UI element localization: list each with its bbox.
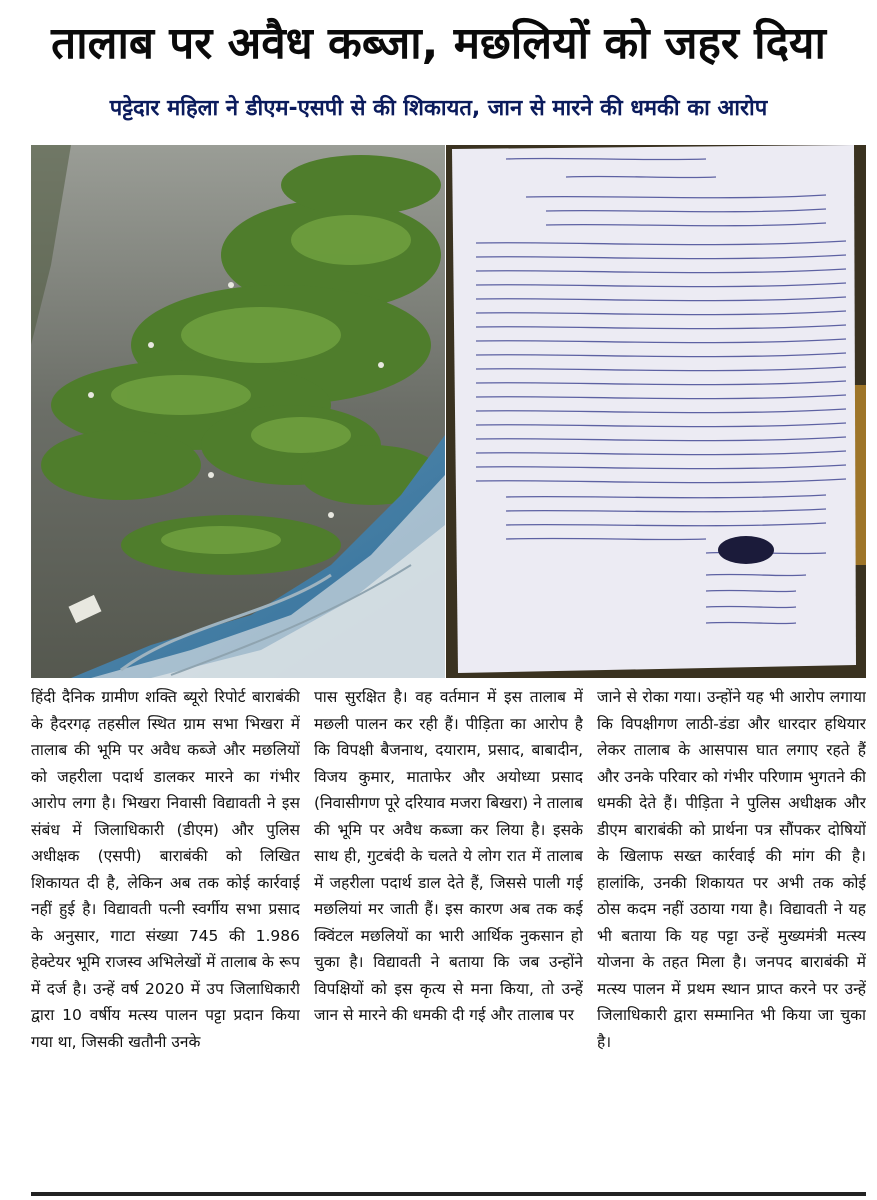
article-text-3: जाने से रोका गया। उन्होंने यह भी आरोप लगाया कि विपक्षीगण लाठी-डंडा और धारदार हथियार लेकर तालाब के आसपास घात लगाए रहते हैं और उनके परिवार को गंभीर परिणाम भुगतने की धमकी देते हैं। पीड़िता ने पुलिस अधीक्षक और डीएम बाराबंकी को प्रार्थना पत्र सौंपकर दोषियों के खिलाफ सख्त कार्रवाई की मांग की है। हालांकि, उनकी शिकायत पर अभी तक कोई ठोस कदम नहीं उठाया गया है। विद्यावती ने यह भी बताया कि यह पट्टा उन्हें मुख्यमंत्री मत्स्य योजना के तहत मिला है। जनपद बाराबंकी में मत्स्य पालन में प्रथम स्थान प्राप्त करने पर उन्हें जिलाधिकारी द्वारा सम्मानित भी किया जा चुका है।	[597, 688, 866, 1051]
headline: तालाब पर अवैध कब्जा, मछलियों को जहर दिया	[51, 18, 826, 69]
article-text-1: हिंदी दैनिक ग्रामीण शक्ति ब्यूरो रिपोर्ट बाराबंकी के हैदरगढ़ तहसील स्थित ग्राम सभा भिखरा में तालाब की भूमि पर अवैध कब्जे और मछलियों को जहरीला पदार्थ डालकर मारने का गंभीर आरोप लगा है। भिखरा निवासी विद्यावती ने इस संबंध में जिलाधिकारी (डीएम) और पुलिस अधीक्षक (एसपी) बाराबंकी को लिखित शिकायत दी है, लेकिन अब तक कोई कार्रवाई नहीं हुई है। विद्यावती पत्नी स्वर्गीय सभा प्रसाद के अनुसार, गाटा संख्या 745 की 1.986 हेक्टेयर भूमि राजस्व अभिलेखों में तालाब के रूप में दर्ज है। उन्हें वर्ष 2020 में उप जिलाधिकारी द्वारा 10 वर्षीय मत्स्य पालन पट्टा प्रदान किया गया था, जिसकी खतौनी उनके	[31, 688, 300, 1051]
article-text-2: पास सुरक्षित है। वह वर्तमान में इस तालाब में मछली पालन कर रही हैं। पीड़िता का आरोप है कि विपक्षी बैजनाथ, दयाराम, प्रसाद, बाबादीन, विजय कुमार, माताफेर और अयोध्या प्रसाद (निवासीगण पूरे दरियाव मजरा बिखरा) ने तालाब की भूमि पर अवैध कब्जा कर लिया है। इसके साथ ही, गुटबंदी के चलते ये लोग रात में तालाब में जहरीला पदार्थ डाल देते हैं, जिससे पाली गई मछलियां मर जाती हैं। इस कारण अब तक कई क्विंटल मछलियों का भारी आर्थिक नुकसान हो चुका है। विद्यावती ने बताया कि जब उन्होंने विपक्षियों को इस कृत्य से मना किया, तो उन्हें जान से मारने की धमकी दी गई और तालाब पर	[314, 688, 583, 1024]
article-column-2	[314, 684, 583, 1190]
handwritten-letter-photo	[446, 145, 866, 678]
letter-photo-icon	[446, 145, 866, 678]
pond-photo-icon	[31, 145, 445, 678]
bottom-rule	[31, 1192, 866, 1196]
article-column-3	[597, 684, 866, 1190]
subheadline: पट्टेदार महिला ने डीएम-एसपी से की शिकायत, जान से मारने की धमकी का आरोप	[109, 96, 768, 121]
article-body	[31, 684, 866, 1190]
article-column-1	[31, 684, 300, 1190]
pond-photo	[31, 145, 445, 678]
